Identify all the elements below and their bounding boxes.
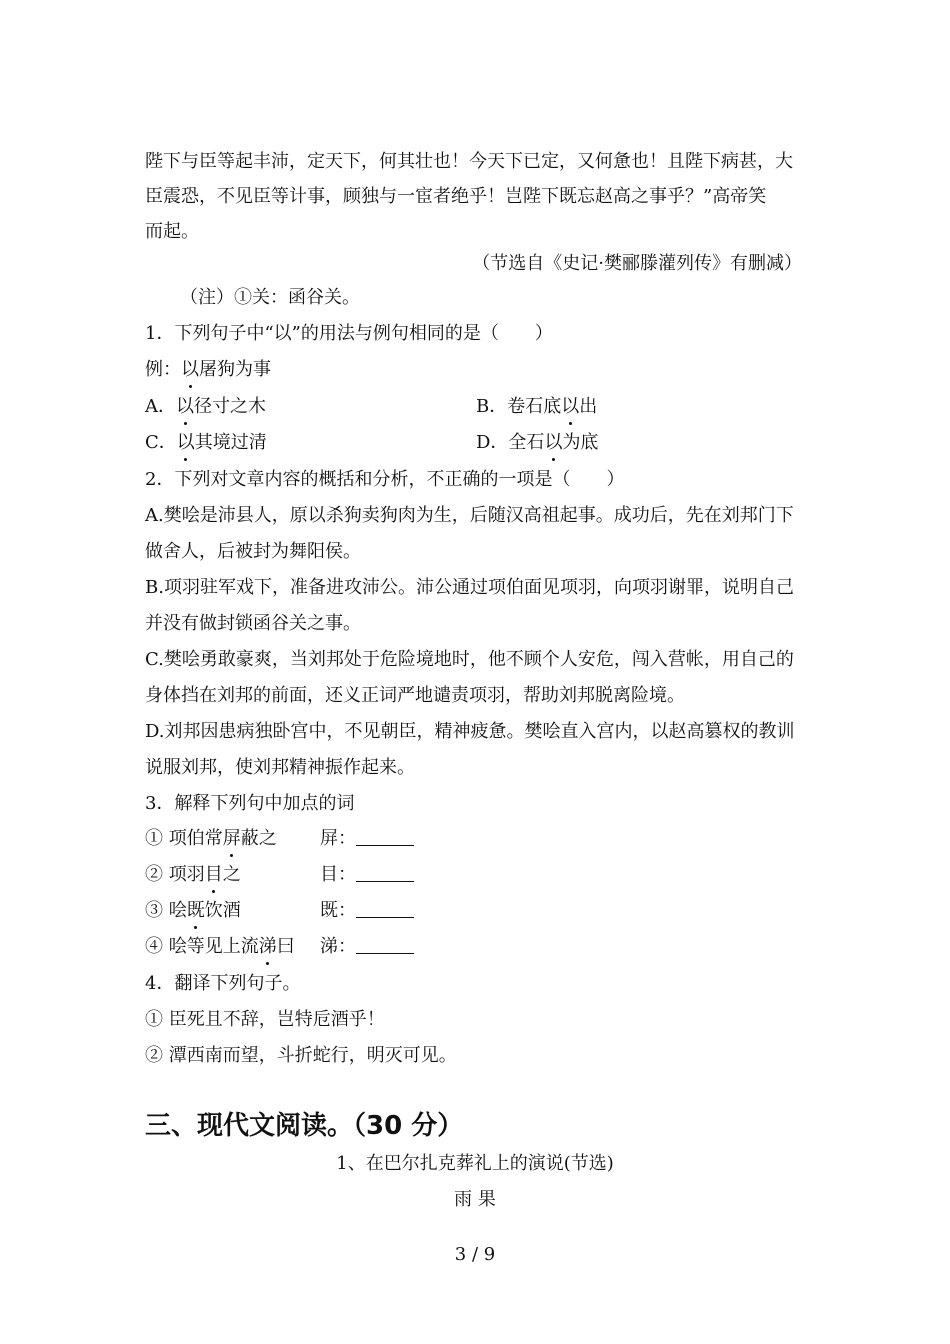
question-4-stem: 4．翻译下列句子。 xyxy=(145,973,301,994)
question-1-stem: 1．下列句子中“以”的用法与例句相同的是（ ） xyxy=(145,323,553,344)
dotted-char: 目 xyxy=(204,864,223,885)
question-2-stem: 2．下列对文章内容的概括和分析，不正确的一项是（ ） xyxy=(145,469,625,490)
option-label: C． xyxy=(145,432,177,453)
passage-line: 臣震恐，不见臣等计事，顾独与一宦者绝乎！岂陛下既忘赵高之事乎？”高帝笑 xyxy=(145,186,767,207)
question-1-option-d xyxy=(476,431,598,455)
answer-label: 涕： xyxy=(320,936,356,957)
question-2-option-d-line2: 说服刘邦，使刘邦精神振作起来。 xyxy=(145,757,415,778)
question-1-option-a xyxy=(145,395,266,419)
item-text: 饮酒 xyxy=(204,900,241,921)
question-2-option-b-line1: B.项羽驻军戏下，准备进攻沛公。沛公通过项伯面见项羽，向项羽谢罪，说明自己 xyxy=(145,577,794,598)
item-text: 之 xyxy=(222,864,241,885)
question-2-option-c-line1: C.樊哙勇敢豪爽，当刘邦处于危险境地时，他不顾个人安危，闯入营帐，用自己的 xyxy=(145,649,794,670)
question-1-example xyxy=(145,358,271,382)
question-3-item xyxy=(145,899,241,923)
option-text: 出 xyxy=(579,396,598,417)
answer-label: 目： xyxy=(320,864,356,885)
dotted-char: 以 xyxy=(181,359,199,380)
question-2-option-c-line2: 身体挡在刘邦的前面，还义正词严地谴责项羽，帮助刘邦脱离险境。 xyxy=(145,685,685,706)
question-3-item xyxy=(145,935,295,959)
question-3-item xyxy=(145,863,241,887)
option-label: A． xyxy=(145,396,176,417)
item-text: ③ 哙 xyxy=(145,900,187,921)
dotted-char: 以 xyxy=(176,396,194,417)
dotted-char: 既 xyxy=(186,900,205,921)
item-text: ① 项伯常 xyxy=(145,828,223,849)
dotted-char: 屏 xyxy=(222,828,241,849)
example-text: 屠狗为事 xyxy=(199,359,271,380)
question-4-sentence-1: ① 臣死且不辞，岂特卮酒乎！ xyxy=(145,1009,385,1030)
article-author: 雨 果 xyxy=(454,1189,496,1210)
annotation-note: （注）①关：函谷关。 xyxy=(180,287,360,308)
section-heading: 三、现代文阅读。（30 分） xyxy=(145,1111,464,1141)
question-2-option-a-line1: A.樊哙是沛县人，原以杀狗卖狗肉为生，后随汉高祖起事。成功后，先在刘邦门下 xyxy=(145,505,794,526)
question-1-option-c xyxy=(145,431,267,455)
answer-blank[interactable] xyxy=(356,829,414,846)
answer-field[interactable] xyxy=(320,827,414,851)
passage-line: 陛下与臣等起丰沛，定天下，何其壮也！今天下已定，又何惫也！且陛下病甚，大 xyxy=(145,151,793,172)
option-text: 径寸之木 xyxy=(194,396,266,417)
example-prefix: 例： xyxy=(145,359,181,380)
answer-blank[interactable] xyxy=(356,865,414,882)
question-4-sentence-2: ② 潭西南而望，斗折蛇行，明灭可见。 xyxy=(145,1045,457,1066)
answer-field[interactable] xyxy=(320,935,414,959)
option-text: 其境过清 xyxy=(194,432,267,453)
answer-label: 屏： xyxy=(320,828,356,849)
answer-field[interactable] xyxy=(320,863,414,887)
passage-line: 而起。 xyxy=(145,221,199,242)
question-2-option-d-line1: D.刘邦因患病独卧宫中，不见朝臣，精神疲惫。樊哙直入宫内，以赵高篡权的教训 xyxy=(145,721,795,742)
question-3-stem: 3．解释下列句中加点的词 xyxy=(145,793,355,814)
item-text: 曰 xyxy=(276,936,295,957)
item-text: ④ 哙等见上流 xyxy=(145,936,259,957)
dotted-char: 以 xyxy=(561,396,580,417)
item-text: 蔽之 xyxy=(240,828,277,849)
question-2-option-b-line2: 并没有做封锁函谷关之事。 xyxy=(145,613,361,634)
dotted-char: 涕 xyxy=(258,936,277,957)
answer-blank[interactable] xyxy=(356,937,414,954)
page-number: 3 / 9 xyxy=(454,1244,496,1265)
question-3-item xyxy=(145,827,277,851)
dotted-char: 以 xyxy=(544,432,563,453)
question-2-option-a-line2: 做舍人，后被封为舞阳侯。 xyxy=(145,541,361,562)
question-1-option-b xyxy=(476,395,597,419)
answer-label: 既： xyxy=(320,900,356,921)
option-text: B．卷石底 xyxy=(476,396,562,417)
answer-blank[interactable] xyxy=(356,901,414,918)
option-text: 为底 xyxy=(562,432,599,453)
dotted-char: 以 xyxy=(176,432,195,453)
passage-source: （节选自《史记·樊郦滕灌列传》有删减） xyxy=(472,253,802,274)
answer-field[interactable] xyxy=(320,899,414,923)
option-text: D．全石 xyxy=(476,432,545,453)
item-text: ② 项羽 xyxy=(145,864,205,885)
article-title: 1、在巴尔扎克葬礼上的演说(节选) xyxy=(336,1153,614,1174)
